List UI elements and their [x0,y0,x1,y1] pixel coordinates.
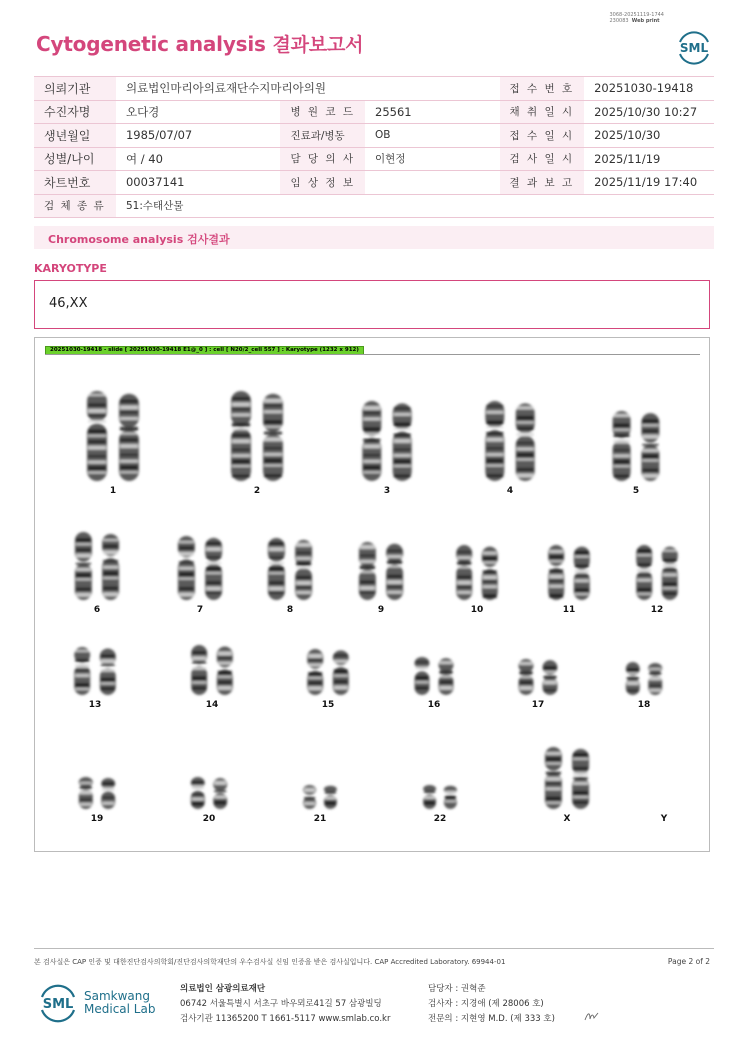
chromosome-shape [263,394,283,481]
label-sex-age: 성별/나이 [34,147,116,171]
label-patient-name: 수진자명 [34,100,116,124]
chromosome-shape [423,785,436,809]
chromosome-shape [574,547,590,600]
karyogram-image [34,337,710,852]
chromosome-label: 21 [313,814,327,824]
staff-tester: 검사자 : 지경애 (제 28006 호) [428,999,544,1009]
value-receipt-date: 2025/10/30 [584,124,714,148]
label-requesting-institution: 의뢰기관 [34,77,116,101]
chromosome-label: 1 [109,486,117,496]
label-physician: 담 당 의 사 [280,147,365,171]
chromosome-shape [101,778,115,809]
chromosome-shape [362,401,381,481]
value-sex-age: 여 / 40 [116,147,280,171]
org-contact: 검사기관 11365200 T 1661-5117 www.smlab.co.kr [180,1014,391,1024]
chromosome-label: 4 [506,486,514,496]
chromosome-label: 8 [286,605,294,615]
chromosome-label: 16 [427,700,441,710]
staff-specialist: 전문의 : 지현영 M.D. (제 333 호) [428,1014,555,1024]
chromosome-label: 7 [196,605,204,615]
result-section-title: Chromosome analysis 검사결과 [48,233,230,246]
chromosome-shape [456,545,472,600]
chromosome-label: 15 [321,700,335,710]
chromosome-label: 3 [383,486,391,496]
title-english: Cytogenetic analysis [36,32,266,56]
label-receipt-number: 접 수 번 호 [500,77,585,101]
chromosome-label: 5 [632,486,640,496]
lab-name [84,990,155,1015]
info-row [34,77,714,101]
chromosome-shape [87,391,107,481]
print-stamp [609,12,664,24]
sml-footer-logo-text: SML [42,997,74,1012]
chromosome-shape [548,545,564,600]
chromosome-label: 2 [253,486,261,496]
chromosome-label: 6 [93,605,101,615]
info-row [34,124,714,148]
signature-icon [584,1010,600,1022]
chromosome-shape [393,403,412,481]
sml-footer-logo-icon [36,980,80,1024]
chromosome-label: 11 [562,605,576,615]
value-hospital-code: 25561 [365,100,499,124]
chromosome-label: 12 [650,605,664,615]
chromosome-label: 13 [88,700,102,710]
value-receipt-number: 20251030-19418 [584,77,714,101]
page-number: Page 2 of 2 [667,957,710,966]
chromosome-label: 10 [470,605,484,615]
value-chart-number: 00037141 [116,171,280,195]
karyotype-result: 46,XX [49,296,88,311]
chromosome-shape [648,663,662,695]
chromosome-shape [516,403,535,481]
value-clinical-info [365,171,499,195]
chromosome-shape [213,778,227,809]
slide-label: 20251030-19418 - slide [ 20251030-19418 E1@_0 ] : cell [ N20/2_cell 557 ] : Karyotype (1232 x 912) [45,346,364,355]
chromosome-shape [74,647,90,695]
cap-notice: 본 검사실은 CAP 인증 및 대한진단검사의학회/진단검사의학재단의 우수검사실 신임 인증을 받은 검사실입니다. CAP Accredited Laboratory. 69944-01 [34,958,506,966]
chromosome-shape [439,658,454,695]
label-result-report: 결 과 보 고 [500,171,585,195]
chromosome-shape [662,547,678,600]
chromosome-shape [636,545,652,600]
chromosome-label: X [563,814,571,824]
chromosome-shape [386,544,403,600]
label-department: 진료과/병동 [280,124,365,148]
org-name: 의료법인 삼광의료재단 [180,984,266,994]
chromosome-label: 19 [90,814,104,824]
chromosome-shape [307,649,323,695]
stamp-line-1: 3068-20251119-1744 [609,12,664,18]
chromosome-shape [100,648,116,695]
chromosome-shape [205,538,222,600]
chromosome-shape [178,536,195,600]
value-physician: 이현정 [365,147,499,171]
chromosome-shape [482,547,498,600]
label-clinical-info: 임 상 정 보 [280,171,365,195]
label-collection-time: 채 취 일 시 [500,100,585,124]
chromosome-shape [217,647,233,696]
result-section-header [34,226,714,249]
value-patient-name: 오다경 [116,100,280,124]
value-specimen-type: 51:수태산물 [116,194,714,218]
chromosome-shape [191,777,205,809]
chromosome-shape [324,786,337,809]
staff-in-charge: 담당자 : 권혁준 [428,984,486,994]
patient-info-table [34,76,714,218]
karyogram-chromosomes [35,338,711,853]
chromosome-shape [295,540,312,600]
chromosome-shape [543,660,558,695]
karyotype-label: KARYOTYPE [34,262,107,275]
chromosome-shape [359,542,376,600]
value-result-report: 2025/11/19 17:40 [584,171,714,195]
label-specimen-type: 검 체 종 류 [34,194,116,218]
chromosome-shape [626,662,640,695]
chromosome-label: 17 [531,700,545,710]
info-row [34,171,714,195]
chromosome-shape [613,411,631,481]
info-row [34,100,714,124]
chromosome-shape [102,534,119,600]
value-test-date: 2025/11/19 [584,147,714,171]
sml-logo-icon [674,26,714,66]
chromosome-shape [75,532,92,600]
info-row [34,194,714,218]
page-title [36,30,363,57]
organization-info [180,982,390,1027]
value-requesting-institution: 의료법인마리아의료재단수지마리아의원 [116,77,500,101]
label-chart-number: 차트번호 [34,171,116,195]
label-test-date: 검 사 일 시 [500,147,585,171]
value-collection-time: 2025/10/30 10:27 [584,100,714,124]
chromosome-shape [268,538,285,600]
chromosome-label: 9 [377,605,385,615]
info-row [34,147,714,171]
chromosome-label: 18 [637,700,651,710]
label-birth-date: 생년월일 [34,124,116,148]
chromosome-label: 20 [202,814,216,824]
chromosome-shape [119,394,139,481]
chromosome-label: Y [660,814,668,824]
chromosome-shape [572,749,589,809]
chromosome-shape [415,657,430,695]
chromosome-shape [333,650,349,695]
chromosome-shape [231,391,251,481]
chromosome-label: 22 [433,814,447,824]
value-department: OB [365,124,499,148]
label-receipt-date: 접 수 일 시 [500,124,585,148]
chromosome-label: 14 [205,700,219,710]
chromosome-shape [519,659,534,695]
label-hospital-code: 병 원 코 드 [280,100,365,124]
chromosome-shape [485,401,504,481]
chromosome-shape [444,786,457,809]
chromosome-shape [79,777,93,809]
chromosome-shape [545,747,562,809]
title-korean: 결과보고서 [272,34,364,56]
lab-name-line2: Medical Lab [84,1001,156,1016]
chromosome-shape [641,413,659,481]
stamp-line-2: 230083 Web print [609,18,660,24]
lab-name-line1: Samkwang [84,989,150,1003]
footer-divider [34,948,714,949]
sml-logo-text: SML [679,41,709,55]
org-address: 06742 서울특별시 서초구 바우뫼로41길 57 삼광빌딩 [180,999,382,1009]
chromosome-shape [191,645,207,695]
staff-info [428,982,555,1027]
chromosome-shape [303,785,316,809]
karyotype-result-box [34,280,710,329]
value-birth-date: 1985/07/07 [116,124,280,148]
